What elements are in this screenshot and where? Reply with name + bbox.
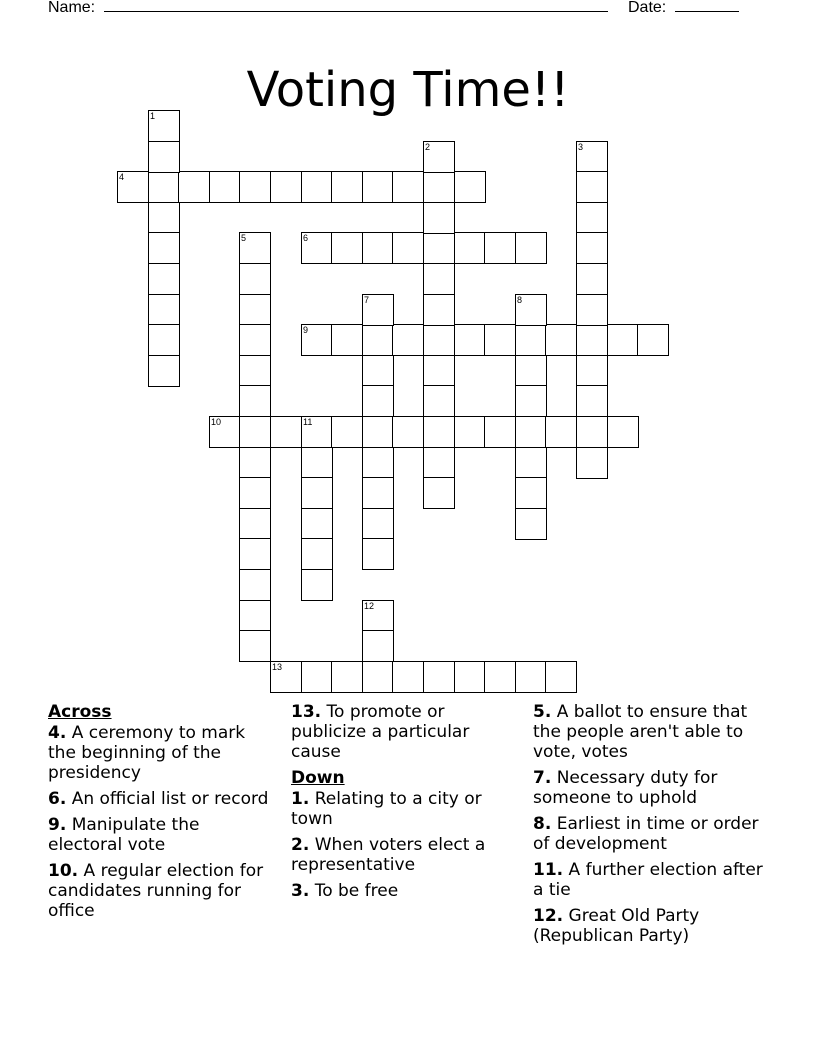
grid-cell[interactable]	[515, 385, 547, 417]
grid-cell[interactable]	[423, 324, 455, 356]
grid-cell[interactable]	[576, 141, 608, 173]
grid-cell[interactable]	[392, 232, 424, 264]
clue-down-12: 12. Great Old Party (Republican Party)	[533, 906, 700, 946]
grid-cell[interactable]	[301, 569, 333, 601]
grid-cell[interactable]	[576, 171, 608, 203]
clue-down-11: 11. A further election after a tie	[533, 860, 763, 900]
grid-cell[interactable]	[576, 324, 608, 356]
clue-number: 12	[364, 601, 375, 611]
clue-down-5: 5. A ballot to ensure that the people aren't able to vote, votes	[533, 702, 748, 762]
grid-cell[interactable]	[362, 355, 394, 387]
grid-cell[interactable]	[148, 202, 180, 234]
grid-cell[interactable]	[392, 416, 424, 448]
clue-column-3	[533, 702, 773, 952]
grid-cell[interactable]	[423, 661, 455, 693]
grid-cell[interactable]	[423, 355, 455, 387]
clue-number: 10	[211, 417, 222, 427]
grid-cell[interactable]	[301, 171, 333, 203]
grid-cell[interactable]	[331, 324, 363, 356]
grid-cell[interactable]	[301, 232, 333, 264]
grid-cell[interactable]	[515, 355, 547, 387]
grid-cell[interactable]	[270, 661, 302, 693]
grid-cell[interactable]	[117, 171, 149, 203]
grid-cell[interactable]	[576, 232, 608, 264]
grid-cell[interactable]	[301, 416, 333, 448]
grid-cell[interactable]	[362, 171, 394, 203]
grid-cell[interactable]	[331, 416, 363, 448]
clue-down-7: 7. Necessary duty for someone to uphold	[533, 768, 718, 808]
grid-cell[interactable]	[209, 171, 241, 203]
clue-across-4: 4. A ceremony to mark the beginning of the presidency	[48, 723, 246, 783]
grid-cell[interactable]	[423, 232, 455, 264]
grid-cell[interactable]	[239, 232, 271, 264]
grid-cell[interactable]	[484, 416, 516, 448]
clue-down-1: 1. Relating to a city or town	[291, 789, 482, 829]
grid-cell[interactable]	[362, 477, 394, 509]
grid-cell[interactable]	[454, 171, 486, 203]
grid-cell[interactable]	[392, 661, 424, 693]
grid-cell[interactable]	[362, 232, 394, 264]
clue-column-2	[291, 702, 521, 907]
clue-column-1	[48, 702, 278, 927]
grid-cell[interactable]	[239, 477, 271, 509]
grid-cell[interactable]	[515, 416, 547, 448]
grid-cell[interactable]	[178, 171, 210, 203]
grid-cell[interactable]	[239, 569, 271, 601]
clue-number: 6	[303, 233, 309, 243]
grid-cell[interactable]	[239, 294, 271, 326]
grid-cell[interactable]	[239, 447, 271, 479]
grid-cell[interactable]	[515, 508, 547, 540]
grid-cell[interactable]	[454, 232, 486, 264]
grid-cell[interactable]	[362, 661, 394, 693]
clue-number: 1	[150, 111, 156, 121]
name-label: Name:	[48, 0, 96, 16]
grid-cell[interactable]	[392, 171, 424, 203]
grid-cell[interactable]	[545, 416, 577, 448]
grid-cell[interactable]	[148, 355, 180, 387]
page-title: Voting Time!!	[246, 62, 570, 119]
clue-number: 5	[241, 233, 247, 243]
grid-cell[interactable]	[362, 385, 394, 417]
clue-across-6: 6. An official list or record	[48, 789, 269, 809]
grid-cell[interactable]	[301, 538, 333, 570]
grid-cell[interactable]	[454, 324, 486, 356]
grid-cell[interactable]	[484, 661, 516, 693]
grid-cell[interactable]	[515, 447, 547, 479]
grid-cell[interactable]	[423, 141, 455, 173]
clue-across-13: 13. To promote or publicize a particular cause	[291, 702, 470, 762]
grid-cell[interactable]	[423, 202, 455, 234]
grid-cell[interactable]	[454, 661, 486, 693]
grid-cell[interactable]	[576, 294, 608, 326]
grid-cell[interactable]	[301, 477, 333, 509]
grid-cell[interactable]	[239, 324, 271, 356]
clue-down-2: 2. When voters elect a representative	[291, 835, 486, 875]
grid-cell[interactable]	[423, 263, 455, 295]
grid-cell[interactable]	[301, 508, 333, 540]
grid-cell[interactable]	[239, 355, 271, 387]
grid-cell[interactable]	[270, 171, 302, 203]
grid-cell[interactable]	[484, 232, 516, 264]
grid-cell[interactable]	[362, 538, 394, 570]
down-heading: Down	[291, 768, 345, 788]
grid-cell[interactable]	[239, 508, 271, 540]
grid-cell[interactable]	[576, 385, 608, 417]
grid-cell[interactable]	[270, 416, 302, 448]
grid-cell[interactable]	[362, 294, 394, 326]
grid-cell[interactable]	[545, 324, 577, 356]
grid-cell[interactable]	[576, 263, 608, 295]
clue-down-8: 8. Earliest in time or order of development	[533, 814, 759, 854]
grid-cell[interactable]	[362, 416, 394, 448]
grid-cell[interactable]	[148, 110, 180, 142]
clue-number: 13	[272, 662, 283, 672]
grid-cell[interactable]	[423, 171, 455, 203]
clue-number: 8	[517, 295, 523, 305]
grid-cell[interactable]	[576, 202, 608, 234]
grid-cell[interactable]	[362, 447, 394, 479]
grid-cell[interactable]	[148, 141, 180, 173]
across-heading: Across	[48, 702, 112, 722]
clue-down-3: 3. To be free	[291, 881, 399, 901]
grid-cell[interactable]	[362, 630, 394, 662]
clue-number: 2	[425, 142, 431, 152]
grid-cell[interactable]	[545, 661, 577, 693]
grid-cell[interactable]	[301, 447, 333, 479]
date-label: Date:	[628, 0, 667, 16]
grid-cell[interactable]	[515, 324, 547, 356]
grid-cell[interactable]	[454, 416, 486, 448]
grid-cell[interactable]	[239, 263, 271, 295]
grid-cell[interactable]	[576, 416, 608, 448]
grid-cell[interactable]	[301, 661, 333, 693]
grid-cell[interactable]	[331, 232, 363, 264]
grid-cell[interactable]	[331, 661, 363, 693]
grid-cell[interactable]	[423, 477, 455, 509]
grid-cell[interactable]	[515, 477, 547, 509]
grid-cell[interactable]	[515, 661, 547, 693]
grid-cell[interactable]	[148, 171, 180, 203]
grid-cell[interactable]	[607, 416, 639, 448]
grid-cell[interactable]	[239, 385, 271, 417]
grid-cell[interactable]	[239, 171, 271, 203]
grid-cell[interactable]	[607, 324, 639, 356]
clue-number: 3	[578, 142, 584, 152]
grid-cell[interactable]	[209, 416, 241, 448]
grid-cell[interactable]	[392, 324, 424, 356]
grid-cell[interactable]	[515, 294, 547, 326]
grid-cell[interactable]	[515, 232, 547, 264]
grid-cell[interactable]	[423, 416, 455, 448]
grid-cell[interactable]	[239, 538, 271, 570]
grid-cell[interactable]	[637, 324, 669, 356]
clue-number: 9	[303, 325, 309, 335]
grid-cell[interactable]	[239, 630, 271, 662]
grid-cell[interactable]	[423, 385, 455, 417]
grid-cell[interactable]	[576, 355, 608, 387]
grid-cell[interactable]	[423, 447, 455, 479]
grid-cell[interactable]	[484, 324, 516, 356]
clue-number: 7	[364, 295, 370, 305]
grid-cell[interactable]	[362, 600, 394, 632]
grid-cell[interactable]	[576, 447, 608, 479]
grid-cell[interactable]	[362, 324, 394, 356]
grid-cell[interactable]	[423, 294, 455, 326]
grid-cell[interactable]	[148, 232, 180, 264]
grid-cell[interactable]	[148, 294, 180, 326]
grid-cell[interactable]	[148, 324, 180, 356]
grid-cell[interactable]	[239, 416, 271, 448]
grid-cell[interactable]	[239, 600, 271, 632]
clue-number: 4	[119, 172, 125, 182]
grid-cell[interactable]	[148, 263, 180, 295]
clue-number: 11	[303, 417, 313, 427]
grid-cell[interactable]	[331, 171, 363, 203]
clue-across-9: 9. Manipulate the electoral vote	[48, 815, 200, 855]
grid-cell[interactable]	[362, 508, 394, 540]
clue-across-10: 10. A regular election for candidates running for office	[48, 861, 264, 921]
grid-cell[interactable]	[301, 324, 333, 356]
